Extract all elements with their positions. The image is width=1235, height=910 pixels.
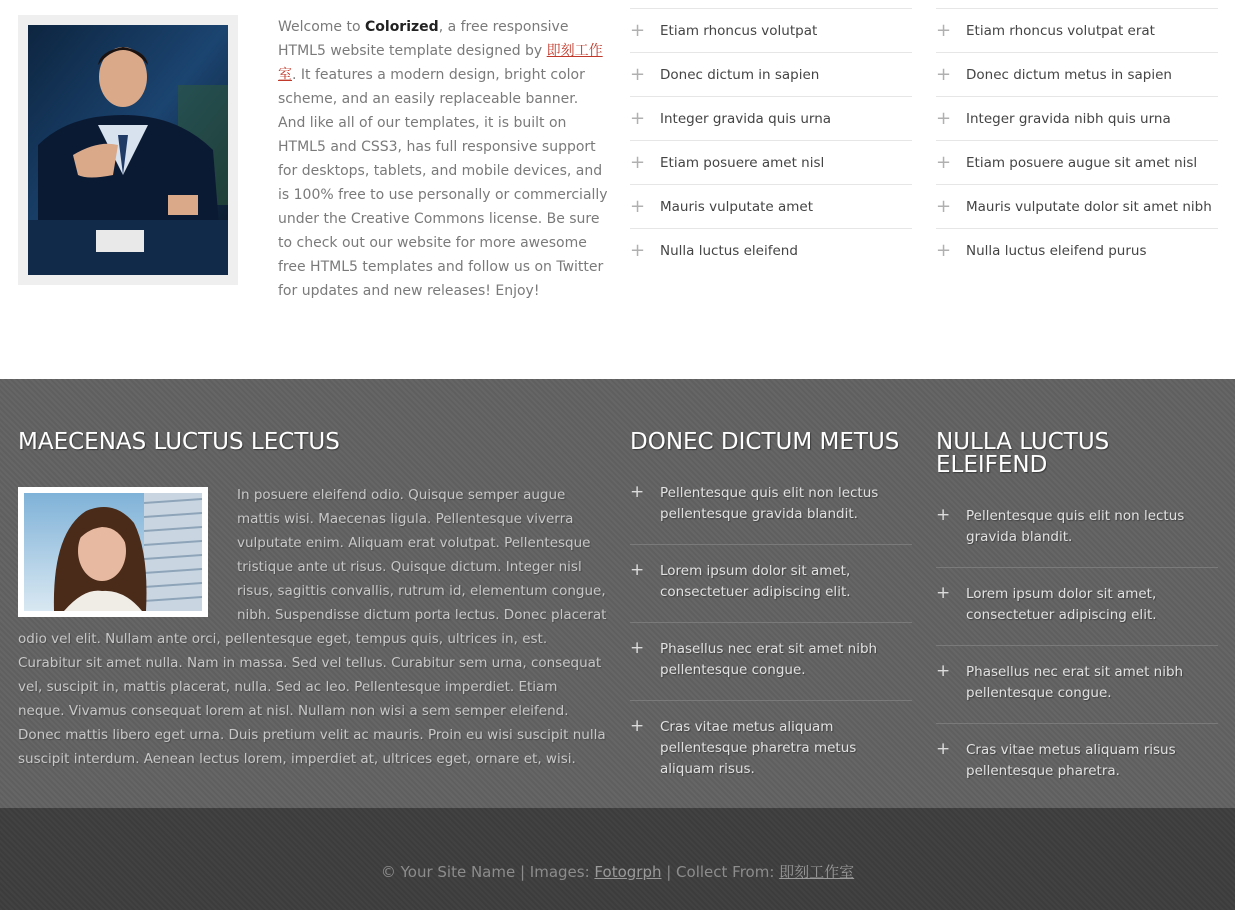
list-item[interactable]: + Etiam posuere augue sit amet nisl bbox=[936, 140, 1218, 184]
footer-credits: © Your Site Name | Images: Fotogrph | Collect From: 即刻工作室 bbox=[380, 863, 855, 881]
list-item[interactable]: + Lorem ipsum dolor sit amet, consectetuer adipiscing elit. bbox=[936, 584, 1218, 646]
list-item[interactable]: + Cras vitae metus aliquam pellentesque pharetra metus aliquam risus. bbox=[630, 716, 857, 777]
list-item[interactable]: + Donec dictum in sapien bbox=[630, 52, 912, 96]
list-item[interactable]: + Phasellus nec erat sit amet nibh pellentesque congue. bbox=[630, 639, 912, 701]
plus-icon: + bbox=[630, 482, 645, 502]
list-item[interactable]: + Nulla luctus eleifend purus bbox=[936, 228, 1218, 272]
list-item[interactable]: + Pellentesque quis elit non lectus pellentesque gravida blandit. bbox=[630, 483, 912, 545]
list-item[interactable]: + Mauris vulputate amet bbox=[630, 184, 912, 228]
feature-list-donec bbox=[630, 483, 912, 795]
businessman-photo bbox=[28, 25, 228, 275]
list-item[interactable]: + Donec dictum metus in sapien bbox=[936, 52, 1218, 96]
feature-list-nulla bbox=[936, 506, 1218, 818]
plus-icon: + bbox=[936, 739, 951, 759]
plus-icon: + bbox=[630, 107, 646, 129]
list-item[interactable]: + Pellentesque quis elit non lectus gravida blandit. bbox=[936, 506, 1218, 568]
plus-icon: + bbox=[630, 239, 646, 261]
section-heading-donec: DONEC DICTUM METUS bbox=[630, 429, 900, 455]
footer bbox=[0, 808, 1235, 910]
list-item[interactable]: + Etiam posuere amet nisl bbox=[630, 140, 912, 184]
section-heading-maecenas: MAECENAS LUCTUS LECTUS bbox=[18, 429, 340, 455]
plus-icon: + bbox=[630, 195, 646, 217]
designer-link[interactable]: 即刻工作室 bbox=[278, 43, 603, 83]
plus-icon: + bbox=[936, 239, 952, 261]
plus-icon: + bbox=[936, 661, 951, 681]
list-item[interactable]: + Phasellus nec erat sit amet nibh pellentesque congue. bbox=[936, 662, 1218, 724]
section-heading-nulla: NULLA LUCTUS ELEIFEND bbox=[936, 429, 1110, 478]
plus-icon: + bbox=[630, 63, 646, 85]
section-a-body: In posuere eleifend odio. Quisque semper augue mattis wisi. Maecenas ligula. Pellentesque viverra vulputate enim. Aliquam erat volutpat. Pellentesque tristique ante ut risus. Quisque dictum. Integer nisl risus, sagittis convallis, rutrum id, elementum congue, nibh. Suspendisse dictum porta lectus. Donec placerat odio vel elit. Nullam ante orci, pellentesque eget, tempus quis, ultrices in, est. Curabitur sit amet nulla. Nam in massa. Sed vel tellus. Curabitur sem urna, consequat vel, suscipit in, mattis placerat, nulla. Sed ac leo. Pellentesque imperdiet. Etiam neque. Vivamus consequat lorem at nisl. Nullam non wisi a sem semper eleifend. Donec mattis libero eget urna. Duis pretium velit ac mauris. Proin eu wisi suscipit nulla suscipit interdum. Aenean lectus lorem, imperdiet at, ultrices eget, ornare et, wisi. bbox=[18, 487, 607, 767]
plus-icon: + bbox=[630, 716, 645, 736]
link-list-2 bbox=[936, 8, 1218, 272]
plus-icon: + bbox=[630, 19, 646, 41]
images-credit-link[interactable]: Fotogrph bbox=[594, 863, 662, 881]
list-item[interactable]: + Cras vitae metus aliquam risus pellentesque pharetra. bbox=[936, 740, 1218, 802]
plus-icon: + bbox=[936, 151, 952, 173]
collect-from-link[interactable]: 即刻工作室 bbox=[779, 863, 855, 881]
plus-icon: + bbox=[936, 19, 952, 41]
plus-icon: + bbox=[630, 560, 645, 580]
list-item[interactable]: + Nulla luctus eleifend bbox=[630, 228, 912, 272]
link-list-1 bbox=[630, 8, 912, 272]
features-section bbox=[0, 379, 1235, 808]
plus-icon: + bbox=[936, 195, 952, 217]
list-item[interactable]: + Lorem ipsum dolor sit amet, consectetuer adipiscing elit. bbox=[630, 561, 912, 623]
list-item[interactable]: + Etiam rhoncus volutpat erat bbox=[936, 8, 1218, 52]
plus-icon: + bbox=[936, 63, 952, 85]
brand-name: Colorized bbox=[365, 19, 439, 35]
featured-photo-frame bbox=[18, 15, 238, 285]
list-item[interactable]: + Integer gravida quis urna bbox=[630, 96, 912, 140]
plus-icon: + bbox=[936, 505, 951, 525]
intro-paragraph: Welcome to Colorized, a free responsive HTML5 website template designed by 即刻工作室. It features a modern design, bright color scheme, and an easily replaceable banner. And like all of our templates, it is built on HTML5 and CSS3, has full responsive support for desktops, tablets, and mobile devices, and is 100% free to use personally or commercially under the Creative Commons license. Be sure to check out our website for more awesome free HTML5 templates and follow us on Twitter for updates and new releases! Enjoy! bbox=[278, 19, 608, 299]
list-item[interactable]: + Mauris vulputate dolor sit amet nibh bbox=[936, 184, 1218, 228]
top-section bbox=[0, 0, 1235, 379]
plus-icon: + bbox=[936, 583, 951, 603]
plus-icon: + bbox=[630, 151, 646, 173]
plus-icon: + bbox=[936, 107, 952, 129]
list-item[interactable]: + Integer gravida nibh quis urna bbox=[936, 96, 1218, 140]
plus-icon: + bbox=[630, 638, 645, 658]
list-item[interactable]: + Etiam rhoncus volutpat bbox=[630, 8, 912, 52]
